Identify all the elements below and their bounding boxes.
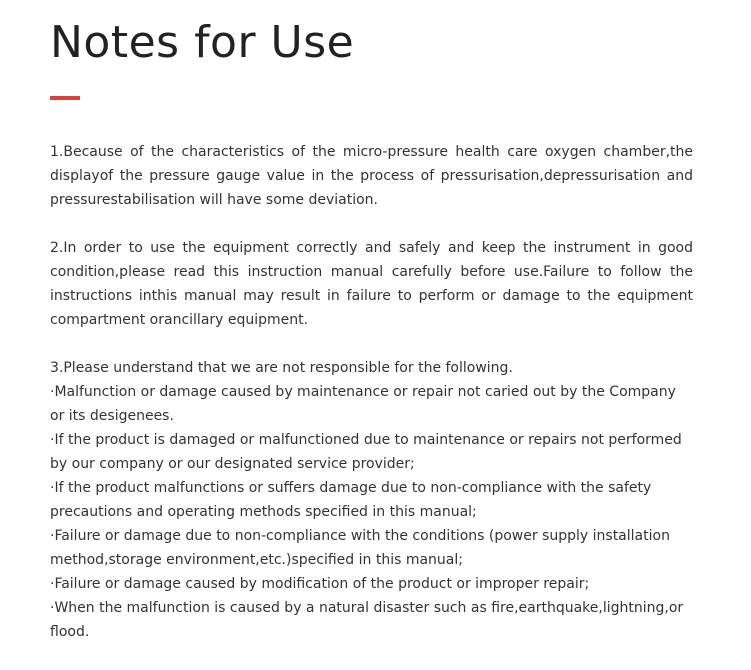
exclusion-item: ·If the product is damaged or malfunctioned due to maintenance or repairs not performed by our company or our designated service provider; <box>50 432 682 472</box>
note-paragraph-2: 2.In order to use the equipment correctly and safely and keep the instrument in good condition,please read this instruction manual carefully before use.Failure to follow the instructions inthis manual may result in failure to perform or damage to the equipment compartment orancillary equipment. <box>50 240 693 328</box>
notes-content <box>50 140 693 644</box>
notes-page <box>50 14 693 644</box>
exclusion-item: ·If the product malfunctions or suffers damage due to non-compliance with the safety precautions and operating methods specified in this manual; <box>50 480 652 520</box>
exclusion-item: ·Failure or damage due to non-compliance with the conditions (power supply installation method,storage environment,etc.)specified in this manual; <box>50 528 670 568</box>
note-paragraph-3-intro: 3.Please understand that we are not responsible for the following. <box>50 360 513 376</box>
note-paragraph-3 <box>50 356 693 644</box>
title-accent-bar <box>50 96 80 100</box>
exclusion-item: ·When the malfunction is caused by a natural disaster such as fire,earthquake,lightning,or flood. <box>50 600 684 640</box>
page-title: Notes for Use <box>50 17 355 68</box>
exclusion-item: ·Failure or damage caused by modification of the product or improper repair; <box>50 576 590 592</box>
note-paragraph-1: 1.Because of the characteristics of the micro-pressure health care oxygen chamber,the displayof the pressure gauge value in the process of pressurisation,depressurisation and pressurestabilisation will have some deviation. <box>50 144 693 208</box>
exclusion-item: ·Malfunction or damage caused by maintenance or repair not caried out by the Company or its desigenees. <box>50 384 676 424</box>
